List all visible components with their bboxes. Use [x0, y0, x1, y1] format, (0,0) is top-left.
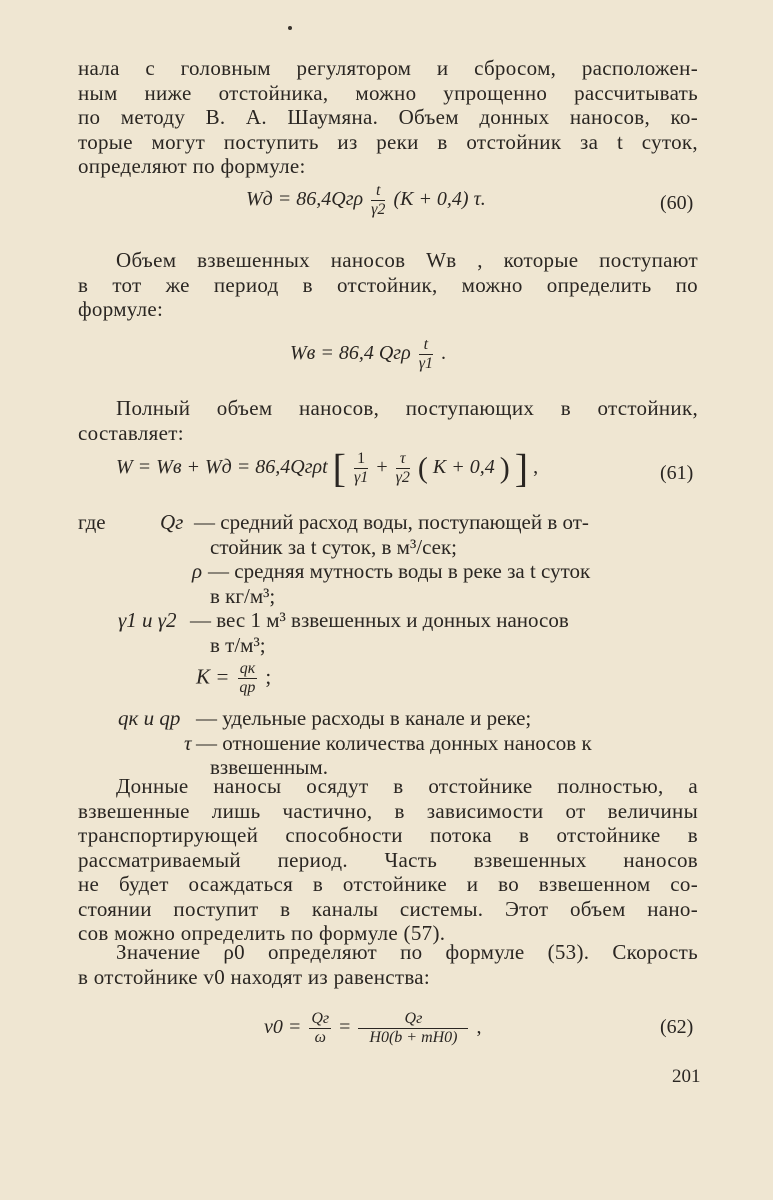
text-line: формуле: [78, 297, 164, 321]
denominator: γ1 [354, 469, 369, 486]
numerator: Qг [358, 1010, 468, 1029]
denominator: H0(b + mH0) [369, 1029, 458, 1046]
formula-text: Wв = 86,4 Qгρ [290, 342, 411, 365]
text-line: стоянии поступит в каналы системы. Этот объем нано- [78, 896, 698, 921]
formula-text: , [476, 1016, 482, 1039]
text-line: в тот же период в отстойник, можно определить по [78, 272, 698, 297]
denominator: γ1 [418, 355, 433, 372]
formula-text: (K + 0,4) τ. [393, 188, 486, 211]
text-line: составляет: [78, 420, 184, 445]
bracket: ] [514, 445, 529, 491]
print-mark [288, 26, 292, 30]
formula-text: K = [196, 664, 230, 689]
definition-text: — удельные расходы в канале и реке; [196, 706, 532, 730]
page-number: 201 [672, 1066, 701, 1087]
symbol: Qг [160, 510, 184, 534]
paragraph-total [78, 396, 698, 445]
formula-text: + [376, 456, 388, 479]
numerator: Qг [311, 1010, 330, 1027]
text-line: сов можно определить по формуле (57). [78, 921, 446, 945]
numerator: τ [396, 450, 410, 469]
denominator: qр [239, 679, 256, 696]
equation-number: (61) [660, 462, 694, 484]
symbol: ρ [192, 559, 203, 583]
formula-60 [246, 182, 486, 219]
paragraph-deposition [78, 774, 698, 946]
paren: ( [417, 451, 428, 485]
fraction [419, 336, 433, 373]
definition-text: в кг/м³; [210, 583, 276, 608]
formula-text: v0 = [264, 1016, 302, 1039]
denominator: γ2 [371, 201, 386, 218]
symbol: γ1 и γ2 [118, 608, 177, 632]
numerator: t [419, 336, 433, 355]
definition-text: — средняя мутность воды в реке за t суток [208, 559, 591, 583]
definition-text: в т/м³; [210, 632, 266, 657]
formula-text: . [441, 342, 446, 365]
definition-text: — вес 1 м³ взвешенных и донных наносов [190, 608, 569, 632]
fraction [309, 1010, 331, 1047]
text-line: не будет осаждаться в отстойнике и во взвешенном со- [78, 872, 698, 896]
fraction [238, 660, 257, 697]
fraction [371, 182, 385, 219]
paragraph-intro [78, 56, 698, 179]
paragraph-suspended [78, 248, 698, 322]
where-label: где [78, 510, 106, 534]
text-line: транспортирующей способности потока в отстойнике в [78, 823, 698, 847]
text-line: по методу В. А. Шаумяна. Объем донных наносов, ко- [78, 105, 698, 129]
formula-text: = [339, 1016, 351, 1039]
text-line: Значение ρ0 определяют по формуле (53). Скорость [116, 940, 698, 964]
denominator: γ2 [395, 469, 410, 486]
text-line: определяют по формуле: [78, 154, 306, 178]
numerator: 1 [354, 450, 368, 469]
paragraph-velocity [78, 940, 698, 989]
text-line: Объем взвешенных наносов Wв , которые поступают [116, 248, 698, 272]
formula-61 [116, 445, 539, 491]
formula-text: ; [265, 664, 272, 689]
formula-text: W = Wв + Wд = 86,4Qгρt [116, 456, 328, 479]
formula-text: K + 0,4 [432, 456, 495, 479]
equation-number: (62) [660, 1016, 694, 1038]
definition-text: взвешенным. [210, 755, 328, 779]
text-line: нала с головным регулятором и сбросом, расположен- [78, 56, 698, 80]
text-line: Донные наносы осядут в отстойнике полностью, а [116, 774, 698, 798]
formula-wv [290, 336, 446, 373]
formula-k [196, 660, 271, 697]
numerator: qк [239, 660, 256, 677]
numerator: t [371, 182, 385, 201]
equation-number: (60) [660, 192, 694, 214]
bracket: [ [332, 445, 346, 491]
definition-text: стойник за t суток, в м³/сек; [210, 534, 458, 559]
text-line: рассматриваемый период. Часть взвешенных наносов [78, 847, 698, 872]
fraction [358, 1010, 468, 1047]
denominator: ω [314, 1029, 326, 1046]
text-line: в отстойнике v0 находят из равенства: [78, 964, 431, 989]
definition-text: — средний расход воды, поступающей в от- [194, 510, 589, 534]
paren: ) [499, 451, 510, 485]
text-line: Полный объем наносов, поступающих в отстойник, [116, 396, 698, 420]
symbol: τ [184, 730, 192, 755]
text-line: взвешенные лишь частично, в зависимости от величины [78, 798, 698, 823]
fraction [354, 450, 368, 487]
formula-text: Wд = 86,4Qгρ [246, 188, 364, 211]
text-line: торые могут поступить из реки в отстойник за t суток, [78, 129, 698, 154]
formula-text: , [533, 456, 539, 479]
fraction [396, 450, 410, 487]
formula-62 [264, 1010, 481, 1047]
text-line: ным ниже отстойника, можно упрощенно рассчитывать [78, 80, 698, 105]
symbol: qк и qр [118, 706, 181, 730]
definition-text: — отношение количества донных наносов к [196, 730, 592, 755]
